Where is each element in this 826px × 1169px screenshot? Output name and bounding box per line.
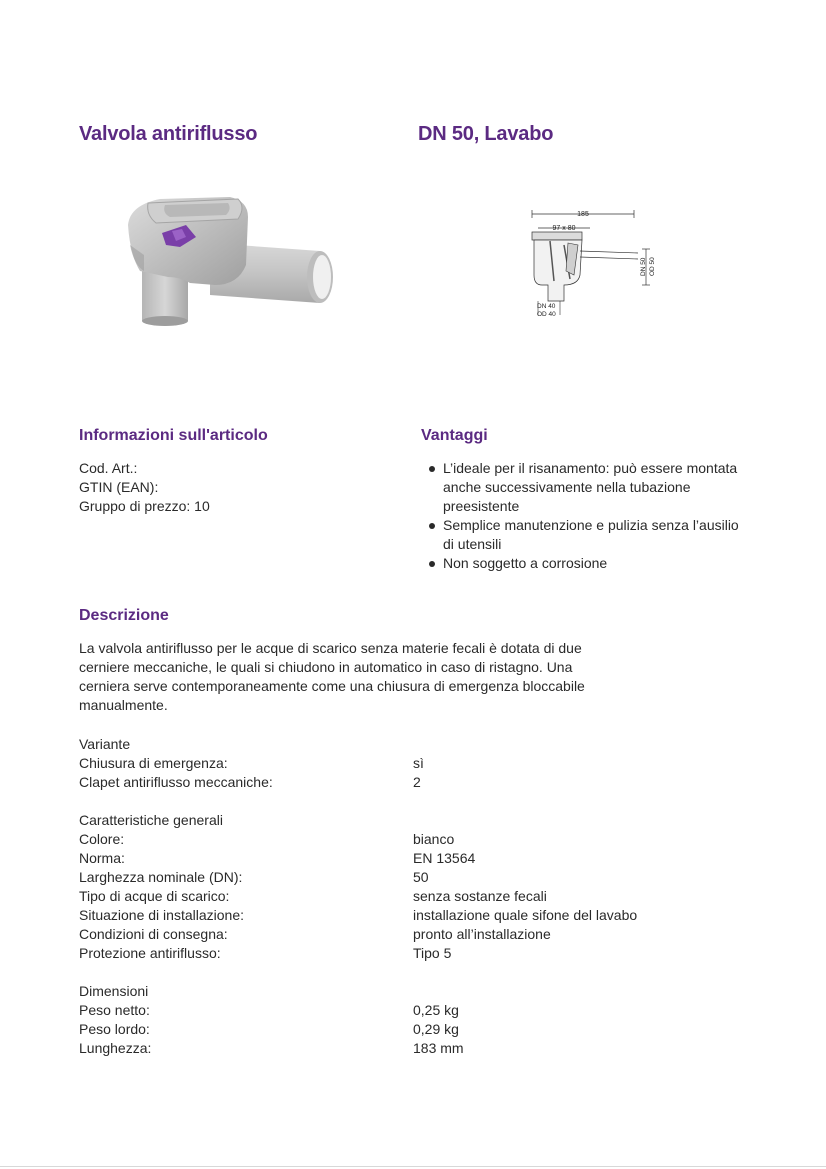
spec-row <box>79 1001 739 1020</box>
spec-value: 0,25 kg <box>413 1002 459 1018</box>
spec-row <box>79 868 739 887</box>
spec-row <box>79 1020 739 1039</box>
spec-label: Peso netto: <box>79 1002 150 1018</box>
specifications <box>79 735 739 1058</box>
spec-row <box>79 925 739 944</box>
spec-value: 183 mm <box>413 1040 464 1056</box>
advantage-item: Non soggetto a corrosione <box>422 554 752 573</box>
dim-outlet-od-label: OD 50 <box>649 257 656 276</box>
spec-label: Peso lordo: <box>79 1021 150 1037</box>
spec-value: bianco <box>413 831 455 847</box>
price-group-label: Gruppo di prezzo: 10 <box>79 498 210 514</box>
spec-row <box>79 1039 739 1058</box>
spec-label: Clapet antiriflusso meccaniche: <box>79 774 273 790</box>
spec-row <box>79 887 739 906</box>
spec-label: Tipo di acque di scarico: <box>79 888 230 904</box>
spec-label: Protezione antiriflusso: <box>79 945 221 961</box>
advantage-item: L’ideale per il risanamento: può essere montata anche successivamente nella tubazione preesistente <box>422 459 752 516</box>
technical-drawing <box>520 205 665 323</box>
spec-row <box>79 754 739 773</box>
spec-row <box>79 944 739 963</box>
article-code-label: Cod. Art.: <box>79 460 138 476</box>
gtin-label: GTIN (EAN): <box>79 479 159 495</box>
spec-group-title-variant: Variante <box>79 736 131 752</box>
dim-opening-label: 97 x 80 <box>552 225 576 232</box>
spec-value: installazione quale sifone del lavabo <box>413 907 638 923</box>
spec-label: Lunghezza: <box>79 1040 152 1056</box>
spec-value: 50 <box>413 869 429 885</box>
spec-label: Condizioni di consegna: <box>79 926 228 942</box>
spec-group-title-general: Caratteristiche generali <box>79 812 223 828</box>
product-title: Valvola antiriflusso <box>79 123 258 145</box>
advantage-item: Semplice manutenzione e pulizia senza l’ausilio di utensili <box>422 516 752 554</box>
article-info-list <box>79 459 210 516</box>
advantages-heading: Vantaggi <box>421 427 488 444</box>
spec-group-title-dimensions: Dimensioni <box>79 983 149 999</box>
page-bottom-rule <box>0 1166 826 1167</box>
advantages-list <box>422 459 752 573</box>
spec-label: Larghezza nominale (DN): <box>79 869 243 885</box>
product-image <box>120 185 340 330</box>
spec-value: sì <box>413 755 424 771</box>
dim-inlet-dn-label: DN 40 <box>537 303 556 310</box>
spec-value: 0,29 kg <box>413 1021 459 1037</box>
spec-label: Situazione di installazione: <box>79 907 244 923</box>
spec-value: EN 13564 <box>413 850 476 866</box>
article-info-heading: Informazioni sull'articolo <box>79 427 268 444</box>
dim-outlet-dn-label: DN 50 <box>640 257 647 276</box>
product-variant-title: DN 50, Lavabo <box>418 123 554 145</box>
spec-label: Norma: <box>79 850 125 866</box>
description-heading: Descrizione <box>79 607 169 624</box>
spec-row <box>79 849 739 868</box>
spec-row <box>79 906 739 925</box>
dim-inlet-od-label: OD 40 <box>537 311 556 318</box>
spec-value: pronto all’installazione <box>413 926 551 942</box>
spec-label: Colore: <box>79 831 125 847</box>
spec-row <box>79 773 739 792</box>
spec-value: Tipo 5 <box>413 945 452 961</box>
spec-label: Chiusura di emergenza: <box>79 755 228 771</box>
spec-value: senza sostanze fecali <box>413 888 547 904</box>
dim-overall-label: 185 <box>577 211 589 218</box>
description-text: La valvola antiriflusso per le acque di scarico senza materie fecali è dotata di due cerniere meccaniche, le quali si chiudono in automatico in caso di ristagno. Una cerniera serve contemporaneamente come una chiusura di emergenza bloccabile manualmente. <box>79 640 585 713</box>
spec-row <box>79 830 739 849</box>
spec-value: 2 <box>413 774 421 790</box>
